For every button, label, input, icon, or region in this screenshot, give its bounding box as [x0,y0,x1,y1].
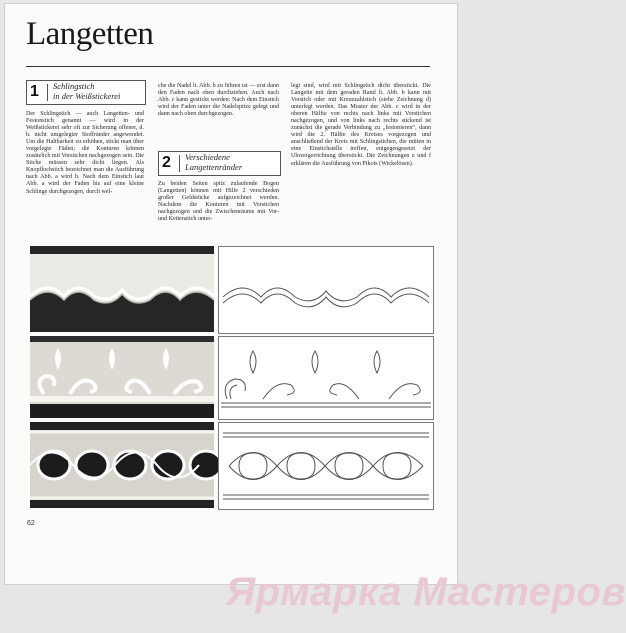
section-1-number: 1 [30,83,39,100]
watermark: Ярмарка Мастеров [226,570,626,614]
section-2-label-line1: Verschiedene [185,152,230,162]
section-2-header [158,151,281,176]
section-1-label [53,82,120,101]
section-1-label-line2: in der Weißstickerei [53,90,121,101]
column-3-text: legt sind, wird mit Schlingstich dicht überstickt. Die Langette mit dem geraden Rand lt. Abb. b kann mit Vorstich oder mit Kreuzzahlstich (siehe Zeichnung d) unterlegt werden. Das Muster der Abb. c wird in der oberen Hälfte von rechts nach links mit Vorstichen nachgezogen, und von links nach rechts stickend ist zunächst die gerade Verbindung zu „festonieren“, dann wird die 2. Hälfte des Kreises vorgezogen und anschließend der Kreis mit Schlingstichen, die mitten in eine Einstichstelle treffen, entgegengesetzt der Uhrzeigerrichtung überstickt. Die Zeichnungen e und f erklären die Ausführung von Pikots (Wickelösen). [291,83,431,167]
column-2-text-top: che die Nadel lt. Abb. b zu führen ist — erst dann den Faden nach oben durchziehen. Auch nach Abb. c kann gestickt werden: Nach dem Einstich wird der Faden unter die Nadelspitze gelegt und dann nach oben durchgezogen. [158,83,279,118]
section-2-number: 2 [162,154,171,171]
section-1-header [26,80,146,105]
drawing-heart-band [218,422,434,510]
page-number: 62 [27,520,35,527]
drawing-fleur-edge [218,336,434,420]
section-1-label-line1: Schlingstich [53,81,95,91]
title-rule [26,66,430,67]
column-2-text-bottom: Zu beiden Seiten spitz zulaufende Bogen (Langetten) können mit Hilfe 2 verschieden großer Geldstücke aufgezeichnet werden. Nachdem die Konturen mit Vorstichen nachgezogen und die Zwischenräume mit Vor- und Kettenstich unter- [158,181,279,223]
section-2-label [185,153,242,172]
section-2-label-line2: Langettenränder [185,161,243,172]
column-1-text: Der Schlingstich — auch Langetten- und Festonstich genannt — wird in der Weißstickerei sehr oft zur Sicherung offener, d. h. nicht umgelegter Stoffränder angewendet. Um die Haltbarkeit zu erhöhen, stickt man über vorgelegte Fäden; die Konturen können zusätzlich mit Vorstichen nachgezogen sein. Die Stiche müssen sehr dicht liegen. Als Knopflochstich bezeichnet man die Ausführung nach Abb. a wird b. Nach dem Einstich laut Abb. a wird der Faden bis auf eine kleine Schlinge durchgezogen, durch wel- [26,111,144,195]
section-divider [47,84,48,101]
photo-scalloped-edge [30,246,214,332]
page-title: Langetten [26,16,154,52]
drawing-scalloped-edge [218,246,434,334]
photo-fleur-edge [30,336,214,418]
photo-heart-band [30,422,214,508]
section-divider [179,155,180,172]
